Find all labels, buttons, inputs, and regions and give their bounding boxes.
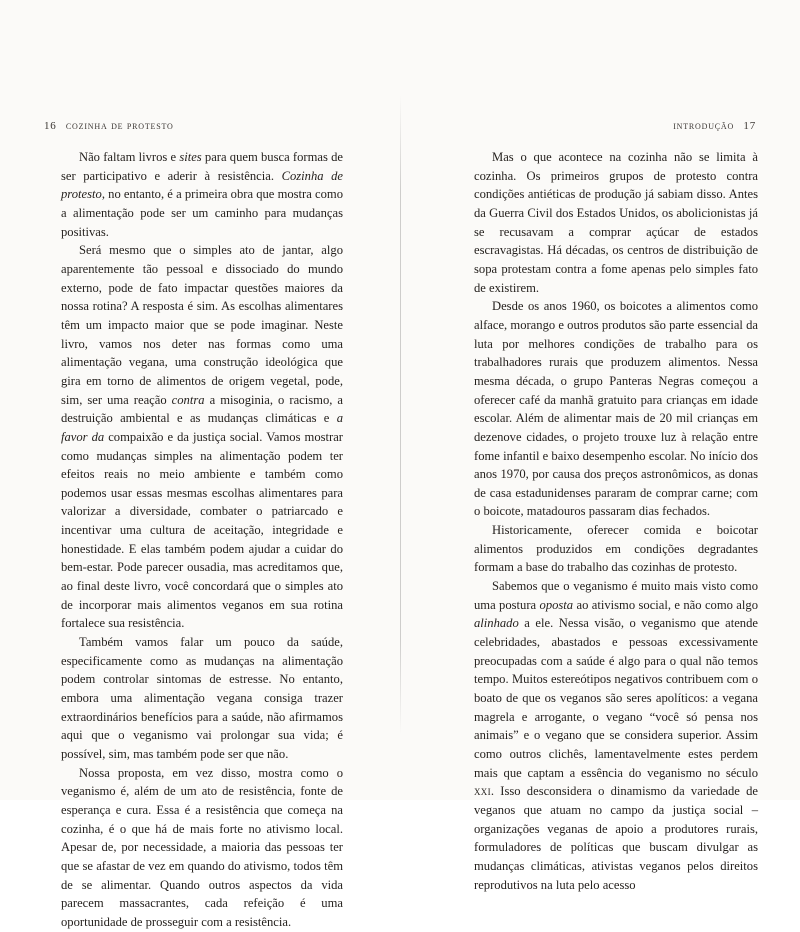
paragraph: Desde os anos 1960, os boicotes a alimentos como alface, morango e outros produtos são parte essencial da luta por melhores condições de trabalho para os trabalhadores rurais que produzem alimentos. Nessa mesma década, o grupo Panteras Negras começou a oferecer café da manhã gratuito para crianças em idade escolar. Além de alimentar mais de 20 mil crianças em dezenove cidades, o projeto trouxe luz à relação entre fome infantil e baixo desempenho escolar. No início dos anos 1970, por causa dos preços astronômicos, as donas de casa estadunidenses pararam de comprar carne; com o boicote, matadouros passaram dias fechados. [474,299,758,519]
running-head-title: introdução [673,120,735,132]
left-page [0,0,400,929]
body-text-left [61,148,343,932]
running-head-title: cozinha de protesto [65,120,174,132]
paragraph: Historicamente, oferecer comida e boicotar alimentos produzidos em condições degradantes formam a base do trabalho das cozinhas de protesto. [474,523,758,575]
paragraph: Também vamos falar um pouco da saúde, especificamente como as mudanças na alimentação podem controlar sintomas de estresse. No entanto, embora uma alimentação vegana consiga trazer extraordinários benefícios para a saúde, não afirmamos aqui que o veganismo vai prolongar sua vida; é possível, sim, mas também pode ser que não. [61,635,343,761]
body-text-right [474,148,758,894]
page-number: 16 [44,120,57,132]
right-page [400,0,800,892]
running-head-left [38,120,174,132]
paragraph: Será mesmo que o simples ato de jantar, algo aparentemente tão pessoal e dissociado do mundo externo, pode de fato impactar questões maiores da nossa rotina? A resposta é sim. As escolhas alimentares têm um impacto maior que se pode imaginar. Neste livro, vamos nos deter nas formas como uma alimentação vegana, uma construção ideológica que gira em torno de alimentos de origem vegetal, pode, sim, ser uma reação contra a misoginia, o racismo, a destruição ambiental e as mudanças climáticas e a favor da compaixão e da justiça social. Vamos mostrar como mudanças simples na alimentação podem ter efeitos reais no meio ambiente e também como podemos usar essas mesmas escolhas alimentares para valorizar a diversidade, combater o patriarcado e incentivar uma cultura de aceitação, integridade e honestidade. E elas também podem ajudar a cuidar do bem-estar. Pode parecer ousadia, mas acreditamos que, ao final deste livro, você concordará que o simples ato de incorporar mais alimentos veganos em sua rotina fortalece sua resistência. [61,243,344,631]
running-head-right [673,120,762,132]
page-number: 17 [743,120,756,132]
paragraph: Mas o que acontece na cozinha não se limita à cozinha. Os primeiros grupos de protesto contra condições antiéticas de produção já sabiam disso. Antes da Guerra Civil dos Estados Unidos, os abolicionistas já se recusavam a comprar açúcar de estados escravagistas. Há décadas, os centros de distribuição de sopa protestam contra a fome apenas pelo simples fato de existirem. [474,150,758,295]
paragraph: Nossa proposta, em vez disso, mostra como o veganismo é, além de um ato de resistência, fonte de esperança e cura. Essa é a resistência que começa na cozinha, é o que há de mais forte no ativismo local. Apesar de, por necessidade, a maioria das pessoas ter que se afastar de vez em quando do ativismo, todos têm de se alimentar. Quando outros aspectos da vida parecem massacrantes, cada refeição é uma oportunidade de prosseguir com a resistência. [61,765,343,929]
paragraph: Não faltam livros e sites para quem busca formas de ser participativo e aderir à resistência. Cozinha de protesto, no entanto, é a primeira obra que mostra como a alimentação pode ser um caminho para mudanças positivas. [61,150,344,239]
paragraph: Sabemos que o veganismo é muito mais visto como uma postura oposta ao ativismo social, e não como algo alinhado a ele. Nessa visão, o veganismo que atende celebridades, abastados e pessoas excessivamente preocupadas com a saúde é algo para o qual não temos tempo. Muitos estereótipos negativos contribuem com o boato de que os veganos são seres apolíticos: a vegana magrela e arrogante, o vegano “você só pensa nos animais” e o vegano que se considera superior. Assim como outros clichês, lamentavelmente estes perdem mais que captam a essência do veganismo no século xxi. Isso desconsidera o dinamismo da variedade de veganos que atuam no campo da justiça social – organizações veganas de apoio a produtores rurais, formuladores de políticas que buscam divulgar as mudanças climáticas, ativistas veganos pelos direitos reprodutivos na luta pelo acesso [474,579,758,892]
